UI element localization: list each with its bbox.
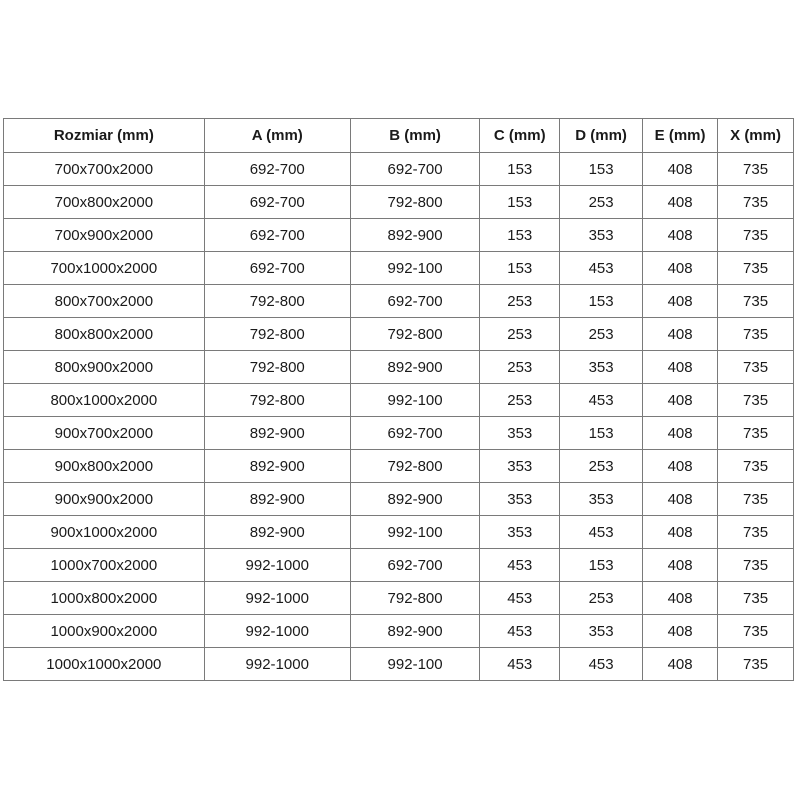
column-header-d: D (mm) bbox=[560, 119, 643, 153]
table-cell: 735 bbox=[718, 648, 794, 681]
table-cell: 700x900x2000 bbox=[4, 219, 205, 252]
table-cell: 353 bbox=[480, 450, 560, 483]
table-cell: 792-800 bbox=[204, 351, 350, 384]
table-cell: 792-800 bbox=[204, 384, 350, 417]
table-cell: 153 bbox=[480, 252, 560, 285]
table-cell: 353 bbox=[560, 219, 643, 252]
table-cell: 692-700 bbox=[350, 549, 480, 582]
size-spec-table bbox=[3, 118, 794, 681]
table-cell: 408 bbox=[643, 450, 718, 483]
table-cell: 792-800 bbox=[350, 318, 480, 351]
table-cell: 253 bbox=[560, 318, 643, 351]
table-row bbox=[4, 582, 794, 615]
table-cell: 408 bbox=[643, 582, 718, 615]
table-header-row bbox=[4, 119, 794, 153]
table-cell: 453 bbox=[560, 516, 643, 549]
table-row bbox=[4, 384, 794, 417]
table-cell: 1000x700x2000 bbox=[4, 549, 205, 582]
table-cell: 992-100 bbox=[350, 384, 480, 417]
table-cell: 353 bbox=[560, 351, 643, 384]
table-cell: 353 bbox=[560, 615, 643, 648]
table-cell: 792-800 bbox=[204, 285, 350, 318]
table-cell: 353 bbox=[480, 483, 560, 516]
column-header-b: B (mm) bbox=[350, 119, 480, 153]
table-cell: 892-900 bbox=[204, 516, 350, 549]
table-cell: 692-700 bbox=[350, 417, 480, 450]
table-cell: 453 bbox=[480, 582, 560, 615]
table-cell: 992-100 bbox=[350, 516, 480, 549]
table-cell: 700x700x2000 bbox=[4, 153, 205, 186]
table-cell: 1000x900x2000 bbox=[4, 615, 205, 648]
table-cell: 408 bbox=[643, 351, 718, 384]
column-header-c: C (mm) bbox=[480, 119, 560, 153]
table-cell: 153 bbox=[560, 285, 643, 318]
table-cell: 735 bbox=[718, 516, 794, 549]
table-cell: 700x800x2000 bbox=[4, 186, 205, 219]
table-cell: 892-900 bbox=[204, 417, 350, 450]
table-cell: 735 bbox=[718, 582, 794, 615]
table-row bbox=[4, 516, 794, 549]
table-cell: 892-900 bbox=[204, 483, 350, 516]
table-cell: 892-900 bbox=[350, 483, 480, 516]
table-cell: 153 bbox=[560, 417, 643, 450]
table-cell: 253 bbox=[480, 351, 560, 384]
table-cell: 735 bbox=[718, 417, 794, 450]
table-cell: 1000x1000x2000 bbox=[4, 648, 205, 681]
table-cell: 453 bbox=[560, 252, 643, 285]
table-cell: 792-800 bbox=[350, 582, 480, 615]
table-cell: 453 bbox=[480, 549, 560, 582]
table-cell: 735 bbox=[718, 483, 794, 516]
table-cell: 735 bbox=[718, 285, 794, 318]
table-cell: 408 bbox=[643, 153, 718, 186]
table-cell: 900x700x2000 bbox=[4, 417, 205, 450]
column-header-a: A (mm) bbox=[204, 119, 350, 153]
table-cell: 408 bbox=[643, 252, 718, 285]
table-cell: 353 bbox=[480, 417, 560, 450]
table-row bbox=[4, 153, 794, 186]
table-cell: 253 bbox=[480, 384, 560, 417]
table-row bbox=[4, 219, 794, 252]
table-cell: 153 bbox=[480, 186, 560, 219]
table-cell: 408 bbox=[643, 615, 718, 648]
table-cell: 692-700 bbox=[350, 153, 480, 186]
table-cell: 892-900 bbox=[350, 615, 480, 648]
table-cell: 735 bbox=[718, 450, 794, 483]
table-row bbox=[4, 186, 794, 219]
table-cell: 253 bbox=[480, 285, 560, 318]
table-cell: 800x800x2000 bbox=[4, 318, 205, 351]
table-cell: 900x1000x2000 bbox=[4, 516, 205, 549]
table-body bbox=[4, 153, 794, 681]
table-cell: 253 bbox=[560, 582, 643, 615]
table-row bbox=[4, 252, 794, 285]
table-cell: 408 bbox=[643, 219, 718, 252]
table-cell: 900x800x2000 bbox=[4, 450, 205, 483]
column-header-x: X (mm) bbox=[718, 119, 794, 153]
table-row bbox=[4, 483, 794, 516]
table-row bbox=[4, 285, 794, 318]
column-header-e: E (mm) bbox=[643, 119, 718, 153]
table-cell: 992-1000 bbox=[204, 615, 350, 648]
table-cell: 692-700 bbox=[204, 153, 350, 186]
table-cell: 453 bbox=[480, 648, 560, 681]
table-cell: 453 bbox=[560, 384, 643, 417]
table-cell: 735 bbox=[718, 615, 794, 648]
table-cell: 353 bbox=[560, 483, 643, 516]
table-cell: 735 bbox=[718, 186, 794, 219]
table-cell: 800x1000x2000 bbox=[4, 384, 205, 417]
table-cell: 992-1000 bbox=[204, 648, 350, 681]
table-cell: 253 bbox=[480, 318, 560, 351]
table-row bbox=[4, 417, 794, 450]
table-cell: 800x700x2000 bbox=[4, 285, 205, 318]
table-cell: 692-700 bbox=[350, 285, 480, 318]
table-cell: 735 bbox=[718, 549, 794, 582]
table-cell: 453 bbox=[480, 615, 560, 648]
table-cell: 253 bbox=[560, 186, 643, 219]
table-cell: 153 bbox=[480, 153, 560, 186]
table-cell: 453 bbox=[560, 648, 643, 681]
table-cell: 792-800 bbox=[204, 318, 350, 351]
table-cell: 408 bbox=[643, 516, 718, 549]
table-row bbox=[4, 450, 794, 483]
table-cell: 735 bbox=[718, 219, 794, 252]
column-header-rozmiar: Rozmiar (mm) bbox=[4, 119, 205, 153]
table-row bbox=[4, 615, 794, 648]
table-cell: 992-100 bbox=[350, 648, 480, 681]
table-cell: 408 bbox=[643, 417, 718, 450]
table-cell: 992-1000 bbox=[204, 582, 350, 615]
table-cell: 700x1000x2000 bbox=[4, 252, 205, 285]
table-cell: 692-700 bbox=[204, 219, 350, 252]
table-cell: 992-100 bbox=[350, 252, 480, 285]
table-cell: 153 bbox=[560, 549, 643, 582]
size-spec-table-container bbox=[3, 118, 794, 681]
table-cell: 892-900 bbox=[204, 450, 350, 483]
table-cell: 735 bbox=[718, 351, 794, 384]
table-row bbox=[4, 318, 794, 351]
table-cell: 800x900x2000 bbox=[4, 351, 205, 384]
table-cell: 692-700 bbox=[204, 252, 350, 285]
table-cell: 253 bbox=[560, 450, 643, 483]
table-cell: 735 bbox=[718, 252, 794, 285]
table-cell: 692-700 bbox=[204, 186, 350, 219]
table-cell: 900x900x2000 bbox=[4, 483, 205, 516]
table-row bbox=[4, 351, 794, 384]
table-cell: 735 bbox=[718, 318, 794, 351]
table-cell: 735 bbox=[718, 153, 794, 186]
table-cell: 408 bbox=[643, 549, 718, 582]
table-cell: 992-1000 bbox=[204, 549, 350, 582]
table-row bbox=[4, 648, 794, 681]
table-cell: 892-900 bbox=[350, 351, 480, 384]
table-cell: 153 bbox=[560, 153, 643, 186]
table-cell: 408 bbox=[643, 384, 718, 417]
table-row bbox=[4, 549, 794, 582]
table-cell: 408 bbox=[643, 285, 718, 318]
table-cell: 792-800 bbox=[350, 186, 480, 219]
table-cell: 408 bbox=[643, 318, 718, 351]
table-cell: 408 bbox=[643, 648, 718, 681]
table-cell: 1000x800x2000 bbox=[4, 582, 205, 615]
table-cell: 408 bbox=[643, 483, 718, 516]
table-cell: 153 bbox=[480, 219, 560, 252]
table-cell: 353 bbox=[480, 516, 560, 549]
table-cell: 735 bbox=[718, 384, 794, 417]
table-cell: 892-900 bbox=[350, 219, 480, 252]
table-cell: 408 bbox=[643, 186, 718, 219]
table-cell: 792-800 bbox=[350, 450, 480, 483]
